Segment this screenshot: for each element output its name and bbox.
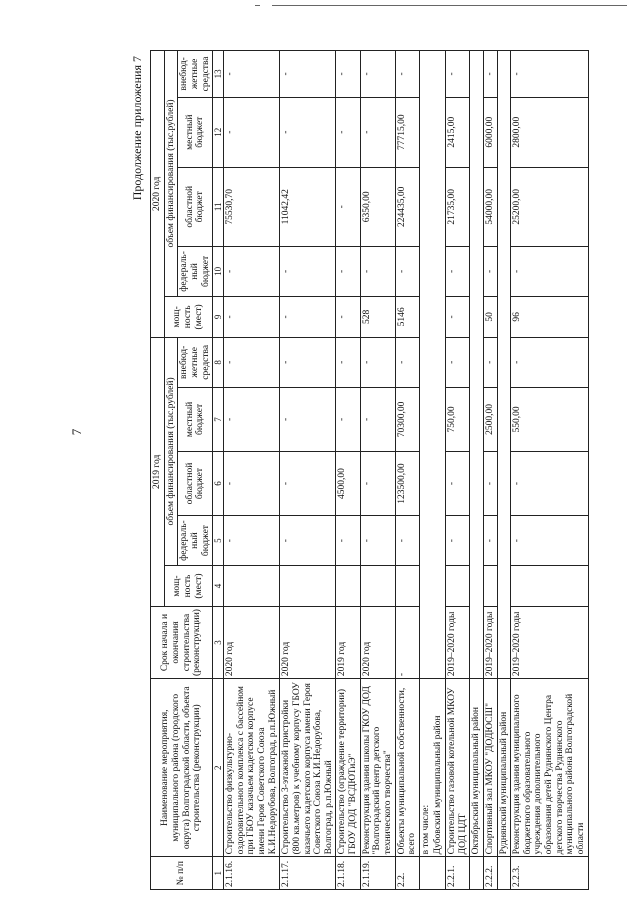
table-cell: 2.1.19.	[360, 857, 395, 890]
table-cell: -	[446, 451, 470, 515]
table-cell: -	[360, 97, 395, 167]
column-number: 4	[213, 566, 224, 607]
table-body	[224, 51, 588, 890]
table-cell: 96	[511, 296, 588, 337]
table-cell: -	[483, 516, 497, 566]
table-row	[280, 51, 336, 890]
table-cell: -	[224, 337, 280, 387]
column-number: 13	[213, 51, 224, 98]
table-cell: Объекты муниципальной собственности, всего	[395, 679, 419, 857]
table-cell: 2.1.18.	[336, 857, 360, 890]
table-cell: -	[336, 337, 360, 387]
table-cell: -	[395, 516, 419, 566]
table-cell: -	[446, 337, 470, 387]
table-cell: -	[360, 387, 395, 451]
table-cell: -	[446, 246, 470, 296]
table-subheading-row	[497, 51, 511, 890]
table-cell: Спортивный зал МКОУ "ДОДЮСШ"	[483, 679, 497, 857]
table-cell: 2019–2020 годы	[511, 606, 588, 678]
table-subheading-row	[432, 51, 445, 890]
table-cell: -	[224, 246, 280, 296]
table-cell: 70300,00	[395, 387, 419, 451]
table-cell	[280, 566, 336, 607]
header-local-2020: местный бюджет	[178, 97, 213, 167]
table-cell: -	[336, 516, 360, 566]
table-cell: 2.2.1.	[446, 857, 470, 890]
table-cell	[395, 566, 419, 607]
table-cell: в том числе:	[419, 679, 432, 857]
table-cell: Строительство (ограждение территории) ГБОУ ДОД "ВСДЮТиЭ"	[336, 679, 360, 857]
table-cell: 2019–2020 годы	[483, 606, 497, 678]
table-cell	[419, 857, 432, 890]
table-cell: -	[336, 387, 360, 451]
table-cell: Октябрьский муниципальный район	[470, 679, 484, 857]
table-cell: 21735,00	[446, 167, 470, 246]
table-cell: 2800,00	[511, 97, 588, 167]
table-cell: 4500,00	[336, 451, 360, 515]
table-cell: 2.1.17.	[280, 857, 336, 890]
table-cell: -	[336, 246, 360, 296]
table-cell: -	[224, 387, 280, 451]
table-cell: Реконструкция здания школы ГКОУ ДОД "Волгоградский центр детского технического творчества"	[360, 679, 395, 857]
table-cell: Строительство 3-этажной пристройки (800 кв.метров) к учебному корпусу ГБОУ казачьего кадетского корпуса имени Героя Советского Союза К.И.Недорубова, Волгоград, р.п.Южный	[280, 679, 336, 857]
table-cell: -	[511, 451, 588, 515]
table-cell: 75530,70	[224, 167, 280, 246]
table-cell: 6350,00	[360, 167, 395, 246]
table-cell: -	[483, 337, 497, 387]
table-cell	[470, 857, 484, 890]
table-cell	[446, 566, 470, 607]
table-cell: -	[395, 337, 419, 387]
table-subheading-row	[419, 51, 432, 890]
table-cell: 550,00	[511, 387, 588, 451]
table-cell: -	[224, 516, 280, 566]
table-cell: -	[280, 516, 336, 566]
column-number: 3	[213, 606, 224, 678]
column-number: 9	[213, 296, 224, 337]
table-cell: 123500,00	[395, 451, 419, 515]
table-cell: 224435,00	[395, 167, 419, 246]
header-capacity-2019: мощ-ность (мест)	[164, 566, 213, 607]
table-cell: -	[336, 167, 360, 246]
table-cell: -	[280, 296, 336, 337]
header-no: № п/п	[151, 857, 213, 890]
column-number: 12	[213, 97, 224, 167]
column-number: 6	[213, 451, 224, 515]
table-cell: -	[483, 451, 497, 515]
table-row	[395, 51, 419, 890]
table-cell: -	[280, 387, 336, 451]
column-number: 11	[213, 167, 224, 246]
table-cell: 2.2.	[395, 857, 419, 890]
table-cell	[470, 51, 484, 679]
table-cell: -	[336, 296, 360, 337]
header-name: Наименование мероприятия, муниципального района (городского округа) Волгоградской области, объекта строительства (реконструкции)	[151, 679, 213, 857]
table-cell: Строительство физкультурно-оздоровительного комплекса с бассейном при ГБОУ казачьем кадетском корпусе имени Героя Советского Союза К.И.Недорубова, Волгоград, р.п.Южный	[224, 679, 280, 857]
table-row	[446, 51, 470, 890]
appendix-title: Продолжение приложения 7	[130, 56, 144, 201]
table-cell: -	[224, 296, 280, 337]
table-cell	[419, 51, 432, 679]
table-cell: Руднянский муниципальный район	[497, 679, 511, 857]
table-cell: -	[360, 337, 395, 387]
table-cell: -	[360, 451, 395, 515]
top-mark	[255, 5, 260, 6]
table-row	[483, 51, 497, 890]
column-number: 2	[213, 679, 224, 857]
table-cell: 2.1.16.	[224, 857, 280, 890]
column-number-row	[213, 51, 224, 890]
top-rule	[272, 5, 627, 6]
table-cell: -	[280, 97, 336, 167]
table-cell: 11042,42	[280, 167, 336, 246]
table-cell: -	[446, 51, 470, 98]
table-cell	[511, 566, 588, 607]
table-cell: -	[483, 51, 497, 98]
table-cell: 2500,00	[483, 387, 497, 451]
table-cell: -	[280, 337, 336, 387]
column-number: 1	[213, 857, 224, 890]
table-cell: -	[511, 51, 588, 98]
table-row	[336, 51, 360, 890]
column-number: 10	[213, 246, 224, 296]
table-cell: 54000,00	[483, 167, 497, 246]
table-cell: -	[360, 516, 395, 566]
table-cell: -	[360, 51, 395, 98]
table-cell	[483, 566, 497, 607]
header-regional-2019: областной бюджет	[178, 451, 213, 515]
table-cell: 5146	[395, 296, 419, 337]
column-number: 7	[213, 387, 224, 451]
table-cell: Строительство газовой котельной МКОУ ДОД ЦДТ	[446, 679, 470, 857]
header-volume-2020: объем финансирования (тыс.рублей)	[164, 51, 178, 297]
table-cell: 25200,00	[511, 167, 588, 246]
table-cell	[224, 566, 280, 607]
table-cell: -	[511, 516, 588, 566]
table-cell	[497, 857, 511, 890]
table-cell	[360, 566, 395, 607]
table-cell: -	[280, 246, 336, 296]
header-federal-2020: федераль-ный бюджет	[178, 246, 213, 296]
table-cell: -	[511, 337, 588, 387]
table-cell	[497, 51, 511, 679]
table-cell: 2020 год	[224, 606, 280, 678]
table-cell: 750,00	[446, 387, 470, 451]
table-cell: -	[336, 97, 360, 167]
header-local-2019: местный бюджет	[178, 387, 213, 451]
table-cell: 2019–2020 годы	[446, 606, 470, 678]
header-offbudget-2019: внебюд-жетные средства	[178, 337, 213, 387]
table-cell: 77715,00	[395, 97, 419, 167]
table-cell: -	[395, 51, 419, 98]
table-cell: -	[395, 246, 419, 296]
table-cell: -	[280, 51, 336, 98]
table-cell: 528	[360, 296, 395, 337]
table-subheading-row	[470, 51, 484, 890]
rotated-sheet	[130, 50, 620, 890]
table-row	[511, 51, 588, 890]
table-cell: -	[336, 51, 360, 98]
table-cell: 2.2.3.	[511, 857, 588, 890]
page-number: 7	[69, 428, 84, 436]
table-cell: -	[360, 246, 395, 296]
header-2020: 2020 год	[151, 51, 165, 338]
table-cell	[336, 566, 360, 607]
header-term: Срок начала и окончания строительства (реконструкции)	[151, 606, 213, 678]
financing-table	[150, 50, 589, 890]
table-cell: 2415,00	[446, 97, 470, 167]
table-cell: -	[224, 51, 280, 98]
table-cell: -	[511, 246, 588, 296]
header-volume-2019: объем финансирования (тыс.рублей)	[164, 337, 178, 565]
table-cell: -	[446, 516, 470, 566]
table-cell: Реконструкция здания муниципального бюджетного образовательного учреждения дополнительного образования детей Руднянского Центра детского творчества Руднянского муниципального района Волгоградской области	[511, 679, 588, 857]
table-cell: -	[280, 451, 336, 515]
table-cell: -	[483, 246, 497, 296]
table-cell: 6000,00	[483, 97, 497, 167]
table-cell: -	[395, 606, 419, 678]
table-cell: 2019 год	[336, 606, 360, 678]
table-cell: -	[446, 296, 470, 337]
table-cell: -	[224, 97, 280, 167]
table-cell	[432, 857, 445, 890]
table-cell	[432, 51, 445, 679]
table-cell: 50	[483, 296, 497, 337]
column-number: 5	[213, 516, 224, 566]
table-cell: 2.2.2.	[483, 857, 497, 890]
header-federal-2019: федераль-ный бюджет	[178, 516, 213, 566]
table-cell: 2020 год	[360, 606, 395, 678]
header-2019: 2019 год	[151, 337, 165, 606]
header-offbudget-2020: внебюд-жетные средства	[178, 51, 213, 98]
table-row	[360, 51, 395, 890]
header-capacity-2020: мощ-ность (мест)	[164, 296, 213, 337]
table-cell: -	[224, 451, 280, 515]
header-regional-2020: областной бюджет	[178, 167, 213, 246]
table-cell: Дубовский муниципальный район	[432, 679, 445, 857]
table-cell: 2020 год	[280, 606, 336, 678]
column-number: 8	[213, 337, 224, 387]
table-row	[224, 51, 280, 890]
